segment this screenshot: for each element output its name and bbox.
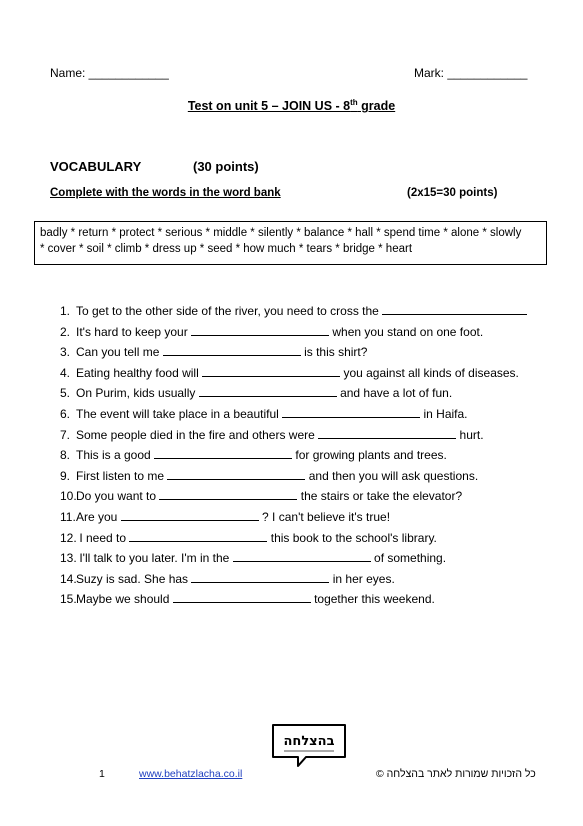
- question-text-before: To get to the other side of the river, you need to cross the: [76, 304, 379, 318]
- answer-blank[interactable]: [382, 303, 527, 315]
- word-bank-line-1: badly * return * protect * serious * middle * silently * balance * hall * spend time * alone * slowly: [40, 227, 522, 239]
- question-text-before: Are you: [76, 510, 118, 524]
- question-text-after: for growing plants and trees.: [295, 448, 447, 463]
- question-text-after: together this weekend.: [314, 592, 435, 607]
- question-number: 2.: [60, 324, 71, 339]
- name-field-label: Name: ____________: [50, 66, 169, 80]
- answer-blank[interactable]: [121, 509, 259, 521]
- question-row: [60, 344, 367, 359]
- question-text-after: hurt.: [459, 427, 484, 442]
- question-text-before: Maybe we should: [76, 592, 170, 607]
- question-text-after: when you stand on one foot.: [332, 324, 484, 339]
- question-text-before: This is a good: [76, 448, 151, 463]
- question-text-before: Can you tell me: [76, 345, 160, 360]
- question-number: 10.: [60, 489, 77, 504]
- answer-blank[interactable]: [154, 447, 292, 459]
- question-row: [60, 488, 462, 503]
- question-text-before: It's hard to keep your: [76, 324, 188, 339]
- answer-blank[interactable]: [167, 468, 305, 480]
- question-number: 3.: [60, 345, 71, 360]
- question-text-after: ? I can't believe it's true!: [262, 510, 391, 524]
- question-text-after: of something.: [374, 551, 447, 566]
- title-superscript: th: [350, 98, 358, 107]
- page-number: 1: [99, 768, 105, 780]
- question-row: [60, 365, 519, 380]
- question-number: 9.: [60, 468, 71, 483]
- question-text-after: and then you will ask questions.: [308, 468, 479, 483]
- title-end: grade: [357, 99, 396, 114]
- answer-blank[interactable]: [191, 324, 329, 336]
- behatzlacha-logo-icon: [270, 722, 348, 768]
- test-title: [0, 98, 583, 113]
- question-number: 11.: [60, 510, 76, 524]
- question-text-after: the stairs or take the elevator?: [300, 489, 463, 504]
- question-row: [60, 324, 483, 339]
- answer-blank[interactable]: [129, 530, 267, 542]
- answer-blank[interactable]: [233, 550, 371, 562]
- question-text-before: Do you want to: [76, 489, 157, 504]
- question-text-after: this book to the school's library.: [270, 530, 437, 545]
- word-bank-line-2: * cover * soil * climb * dress up * seed * how much * tears * bridge * heart: [40, 242, 413, 255]
- answer-blank[interactable]: [318, 427, 456, 439]
- question-row: [60, 427, 484, 442]
- question-number: 15.: [60, 592, 77, 607]
- instruction-text: Complete with the words in the word bank: [50, 187, 281, 199]
- question-text-before: I'll talk to you later. I'm in the: [76, 551, 230, 566]
- question-text-after: is this shirt?: [304, 345, 368, 360]
- copyright-notice: כל הזכויות שמורות לאתר בהצלחה ©: [376, 768, 536, 780]
- question-text-after: in her eyes.: [332, 571, 395, 586]
- question-row: [60, 591, 435, 606]
- instruction-points: (2x15=30 points): [407, 187, 498, 199]
- answer-blank[interactable]: [163, 344, 301, 356]
- question-number: 4.: [60, 365, 71, 380]
- question-number: 6.: [60, 407, 71, 421]
- question-row: [60, 385, 452, 400]
- question-row: [60, 406, 468, 421]
- question-number: 7.: [60, 427, 71, 442]
- question-text-before: Eating healthy food will: [76, 365, 199, 380]
- question-number: 12.: [60, 530, 77, 545]
- question-text-before: Some people died in the fire and others were: [76, 427, 315, 442]
- question-text-after: and have a lot of fun.: [340, 386, 453, 401]
- question-row: [60, 571, 395, 586]
- question-row: [60, 550, 446, 565]
- answer-blank[interactable]: [282, 406, 420, 418]
- answer-blank[interactable]: [159, 488, 297, 500]
- question-text-after: in Haifa.: [423, 407, 468, 421]
- question-number: 13.: [60, 551, 77, 566]
- answer-blank[interactable]: [191, 571, 329, 583]
- answer-blank[interactable]: [173, 591, 311, 603]
- question-row: [60, 303, 527, 318]
- answer-blank[interactable]: [202, 365, 340, 377]
- question-row: [60, 530, 437, 545]
- answer-blank[interactable]: [199, 385, 337, 397]
- question-row: [60, 447, 447, 462]
- question-number: 5.: [60, 386, 71, 401]
- website-link[interactable]: www.behatzlacha.co.il: [139, 768, 243, 780]
- question-row: [60, 468, 478, 483]
- mark-field-label: Mark: ____________: [414, 66, 528, 80]
- question-text-before: First listen to me: [76, 468, 165, 483]
- question-row: [60, 509, 390, 524]
- logo-lettering: בהצלחה: [283, 734, 335, 749]
- question-text-before: Suzy is sad. She has: [76, 571, 189, 586]
- word-bank-box: [34, 221, 547, 265]
- question-number: 14.: [60, 571, 77, 586]
- section-points: (30 points): [193, 159, 259, 174]
- question-text-before: I need to: [76, 530, 127, 545]
- section-heading: VOCABULARY: [50, 159, 142, 174]
- question-number: 8.: [60, 448, 71, 463]
- question-number: 1.: [60, 304, 71, 318]
- question-text-after: you against all kinds of diseases.: [343, 365, 519, 380]
- title-main: Test on unit 5 – JOIN US - 8: [187, 99, 351, 114]
- question-text-before: The event will take place in a beautiful: [76, 407, 279, 421]
- question-text-before: On Purim, kids usually: [76, 386, 196, 401]
